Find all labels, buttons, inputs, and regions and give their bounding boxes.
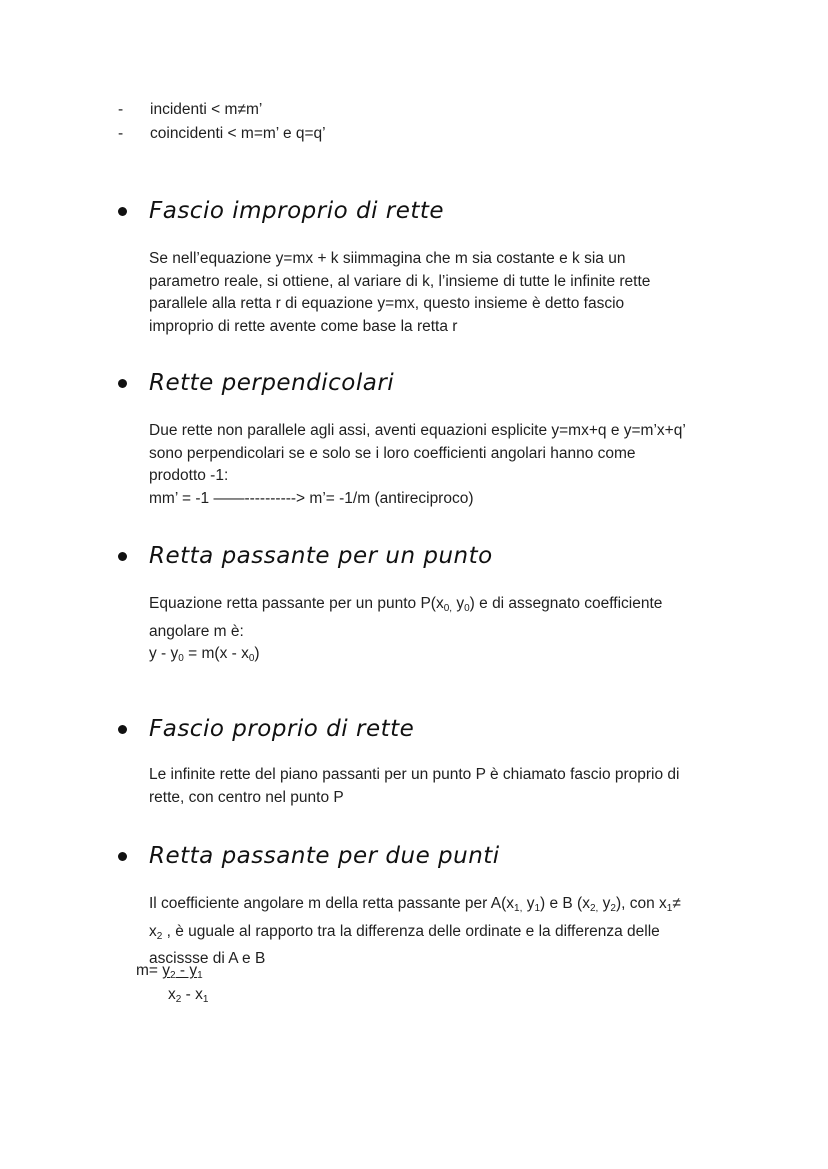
section-heading: Rette perpendicolari bbox=[118, 370, 394, 396]
bullet-icon bbox=[118, 379, 127, 388]
bullet-icon bbox=[118, 207, 127, 216]
section-paragraph: Se nell’equazione y=mx + k siimmagina che m sia costante e k sia un parametro reale, si ottiene, al variare di k, l’insieme di tutte le infinite rette parallele alla retta r di equazione y=mx, questo insieme è detto fascio improprio di rette avente come base la retta r bbox=[149, 250, 651, 335]
bullet-icon bbox=[118, 852, 127, 861]
bullet-icon bbox=[118, 725, 127, 734]
list-item: - coincidenti < m=m’ e q=q’ bbox=[118, 125, 326, 142]
section-heading: Retta passante per un punto bbox=[118, 543, 493, 569]
list-item: - incidenti < m≠m’ bbox=[118, 101, 263, 118]
section-heading: Fascio proprio di rette bbox=[118, 716, 414, 742]
paragraph-line: Il coefficiente angolare m della retta passante per $A(x_{1,}$ $y_1$) e B ($x_{2,}$ $y_2$), con $x_1\ne$ bbox=[149, 895, 681, 914]
paragraph-line: Equazione retta passante per un punto $P(x_{0,}$ $y_0$) e di assegnato coefficiente bbox=[149, 595, 663, 614]
condition-list bbox=[118, 98, 326, 146]
section-paragraph: Due rette non parallele agli assi, aventi equazioni esplicite y=mx+q e y=m’x+q’ sono perpendicolari se e solo se i loro coefficienti angolari hanno come prodotto -1: mm’ = -1 ——----------> m’= -1/m (antireciproco) bbox=[149, 422, 686, 507]
section-paragraph: Il coefficiente angolare m della retta passante per $A(x_{1,}$ $y_1$) e B ($x_{2,}$ $y_2$), con $x_1\ne$ $x_2$ , è uguale al rapporto tra la differenza delle ordinate e la differenza delle ascissse di A e B bbox=[149, 893, 749, 971]
slope-fraction-denominator: $x_2 - x_1$ bbox=[168, 986, 209, 1005]
section-paragraph: Le infinite rette del piano passanti per un punto P è chiamato fascio proprio di rette, con centro nel punto P bbox=[149, 766, 680, 806]
slope-fraction-numerator: $m= y_2 - y_1$ bbox=[136, 962, 203, 981]
section-heading: Fascio improprio di rette bbox=[118, 198, 444, 224]
section-heading: Retta passante per due punti bbox=[118, 843, 500, 869]
point-slope-formula: $y - y_0 = m(x - x_0)$ bbox=[149, 645, 260, 664]
paragraph-line: $x_2$ , è uguale al rapporto tra la differenza delle ordinate e la differenza delle bbox=[149, 922, 660, 942]
section-paragraph: Equazione retta passante per un punto $P(x_{0,}$ $y_0$) e di assegnato coefficiente angolare m è: $y - y_0 = m(x - x_0)$ bbox=[149, 593, 749, 671]
bullet-icon bbox=[118, 552, 127, 561]
